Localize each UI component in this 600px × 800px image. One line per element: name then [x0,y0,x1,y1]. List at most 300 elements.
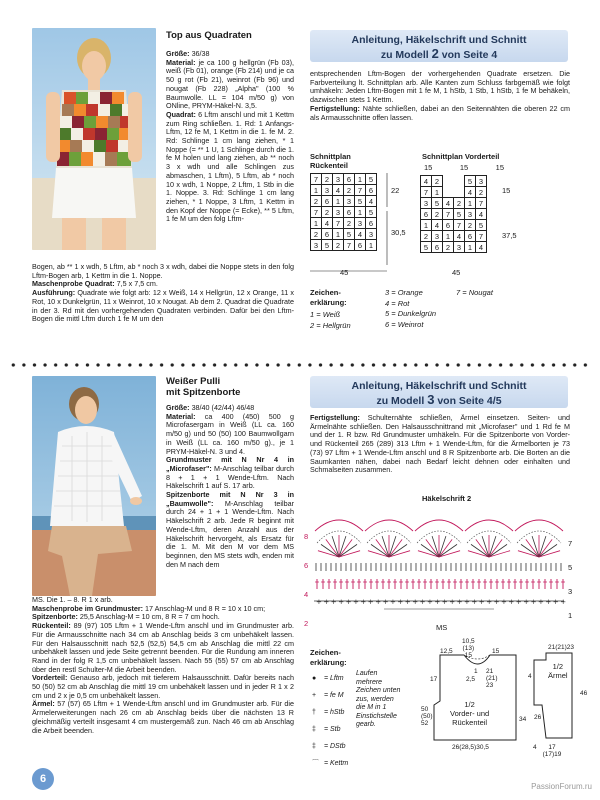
legend2-text: = hStb [322,709,345,716]
legend-2: 2 = Hellgrün [310,320,351,330]
chart-mark-sc: + [552,598,559,606]
legend1-title [310,288,347,308]
front-grid-row [421,231,487,242]
legend1-title1: Zeichen- [310,288,341,297]
legend2-text: = fe M [322,692,344,699]
back-grid-cell: 3 [311,240,322,251]
banner-num: 2 [431,46,439,61]
vorder-label: Vorderteil: [32,673,68,683]
chart-mark-fan [321,544,339,557]
chart-mark-fan [389,544,407,557]
back-grid-cell: 6 [322,229,333,240]
chart-mark-fan [532,536,539,557]
legend2-symbol: ‡ [312,743,316,750]
chart-mark-fan [418,551,439,557]
chart-mark-sc: + [330,598,337,606]
front-top-2: 15 [459,163,469,172]
chart-mark-sc: + [412,598,419,606]
chart-mark-fan [432,536,439,557]
ausfuehrung-label: Ausführung: [32,288,76,298]
banner2-prefix: zu Modell [376,395,428,407]
back-grid-cell: 6 [322,196,333,207]
mg-value: 17 Anschlag-M und 8 R = 10 x 10 cm; [145,603,266,613]
front-grid-cell: 2 [432,209,443,220]
front-grid-cell: 3 [454,242,465,253]
plan-back-title [310,152,351,170]
chart-mark-sc: + [316,598,322,606]
back-grid-cell: 2 [311,196,322,207]
body-label2: Vorder- und [450,709,490,718]
model2-title [166,376,240,398]
sleeve-dim-side-mid: 26 [534,714,542,721]
front-grid-cell: 2 [443,242,454,253]
sleeve-labels [548,662,568,680]
front-grid-cell: 5 [476,220,487,231]
chart-mark-fan [439,539,452,557]
chart-mark-sc: + [486,598,493,606]
chart-mark-fan [332,536,339,557]
vorder-text: Genauso arb, jedoch mit tieferem Halsausschnitt. Dafür bereits nach 50 (50) 52 cm ab Anschlag die mittl 19 cm unbehäkelt lassen und in jeder R 1 x 2 cm und 2 x je 0,5 cm unbehäkelt lassen. [32,673,294,700]
front-grid-cell [454,187,465,198]
chart-mark-fan [539,539,552,557]
quadrat-text: 6 Lftm anschl und mit 1 Kettm zum Ring schließen. 1. Rd: 1 Anfangs-Lftm, 12 fe M, 1 Kettm in die 1. fe M. 2. Rd: Schlinge 1 cm lang ziehen, * 1 Noppe (= ** 1 U, 1 Schlinge durch die 1. fe M holen und lang ziehen, ab ** noch 3 x wdh und alle Schlingen zus abmaschen, 1 Lftm), 5 Lftm, ab * noch 10 x wdh, 1 Noppe, 2 Lftm, 1 Stb in die 1. Noppe. 3. Rd: Schlinge 1 cm lang ziehen, * 1 Noppe, 3 Lftm, 1 Kettm in den Kopf der Noppe (= Ecke), ** 5 Lftm, 1 fe M um den folg Lftm- [166,109,295,224]
body-side-total1: 50 [421,706,429,713]
chart-mark-fan [389,539,402,557]
chart-mark-fan [489,544,507,557]
front-grid-row [421,187,487,198]
legend2-text: = Stb [322,726,341,733]
chart-mark-arc [415,520,463,531]
back-grid-cell: 3 [366,229,377,240]
back-grid-cell: 6 [344,207,355,218]
row-7: 7 [568,539,573,548]
body-label1: 1/2 [464,700,475,709]
back-grid-cell: 1 [311,218,322,229]
legend2-symbol: ● [312,675,317,682]
front-grid-cell: 2 [421,231,432,242]
legend-4: 4 = Rot [385,298,410,308]
size2-label: Größe: [166,403,190,412]
chart-mark-sc: + [493,598,500,606]
chart-mark-sc: + [427,598,433,606]
back-grid-cell: 4 [366,196,377,207]
back-grid-cell: 2 [322,174,333,185]
front-grid-cell: 5 [465,176,476,187]
banner-line1: Anleitung, Häkelschrift und Schnitt [351,34,527,46]
front-grid-cell: 4 [476,209,487,220]
back-grid-cell: 3 [333,174,344,185]
chart-mark-fan [326,539,339,557]
chart-mark-fan [389,551,410,557]
model1-right-text [310,70,570,122]
chart-mark-fan [318,551,339,557]
back-grid-cell: 6 [344,174,355,185]
front-grid-row [421,242,487,253]
back-grid-cell: 1 [333,196,344,207]
front-dim-right-top: 15 [502,186,511,195]
crochet-chart [314,505,566,615]
row-5: 5 [568,563,573,572]
back-grid-cell: 7 [311,207,322,218]
quadrat-cont: Bogen, ab ** 1 x wdh, 5 Lftm, ab * noch 3 x wdh, dabei die Noppe stets in den folg Lftm-Bogen arb, 1 Kettm in die 1. Noppe. [32,262,294,280]
banner-suffix: von Seite 4 [438,49,498,61]
back-grid-cell: 4 [355,229,366,240]
plan-back-title2: Rückenteil [310,161,348,170]
banner2-suffix: von Seite 4/5 [434,395,502,407]
legend2-title [310,648,347,668]
ausfuehrung-text: Quadrate wie folgt arb: 12 x Weiß, 14 x Hellgrün, 12 x Orange, 11 x Rot, 10 x Dunkelgrün, 11 x Weinrot, 10 x Nougat. Ab dem 2. Quadrat die Quadrate in der 3. Rd mit den vorhergehenden Quadraten verbinden. Dafür bei den Lftm-Bogen die mittl Lftm durch 1 fe M um den [32,288,294,324]
sleeve-bottom-main [543,744,562,758]
legend-3: 3 = Orange [385,288,423,297]
model1-title: Top aus Quadraten [166,30,252,41]
front-grid-cell: 6 [443,220,454,231]
chart-mark-sc: + [501,598,507,606]
front-grid-cell: 1 [432,187,443,198]
cont2-text: MS. Die 1. – 8. R 1 x arb. [32,595,113,604]
body-dim-bottom: 26(28,5)30,5 [452,744,489,751]
legend2-text: = DStb [322,743,346,750]
front-grid-cell: 6 [421,209,432,220]
fertig2-label: Fertigstellung: [310,413,360,422]
model2-banner [310,376,568,408]
banner-line2 [310,47,568,62]
model1-instructions-full [32,263,294,324]
legend1-title2: erklärung: [310,298,347,307]
legend-1: 1 = Weiß [310,310,341,319]
body-dim-side-top: 17 [430,676,438,683]
size2-value: 38/40 (42/44) 46/48 [191,403,255,412]
banner-prefix: zu Modell [380,49,432,61]
back-grid-cell: 1 [366,240,377,251]
front-grid-cell: 1 [465,198,476,209]
spitzen-text: M-Anschlag teilbar durch 24 + 1 + 1 Wende-Lftm. Nach Häkelschrift 2 arb. Jede R beginnt mit Wende-Lftm, deren Anzahl aus der Häkelschrift hervorgeht, als Ersatz für die 1. M. Mit den M vor dem MS beginnen, den MS stets wdh, enden mit den M nach dem [166,498,294,569]
row-numbers-right [568,532,572,628]
back-grid-cell: 1 [333,229,344,240]
mg-label: Maschenprobe im Grundmuster: [32,603,144,613]
size-value: 36/38 [191,49,210,58]
chart-mark-arc [315,520,363,531]
sleeve-dim-bottom [533,744,561,758]
chart-mark-fan [339,544,357,557]
front-grid-cell: 4 [476,242,487,253]
row-numbers-left [304,522,308,638]
chart-mark-sc: + [360,598,367,606]
chart-mark-sc: + [323,598,330,606]
back-grid-cell: 3 [355,218,366,229]
body-label3: Rückenteil [452,718,488,727]
chart-mark-sc: + [353,598,359,606]
back-grid-cell: 2 [322,207,333,218]
front-grid-cell [443,176,454,187]
front-dim-top [424,163,504,172]
chart-mark-sc: + [375,598,382,606]
front-grid-cell: 1 [443,231,454,242]
front-grid-cell: 3 [432,231,443,242]
legend2-title1: Zeichen- [310,648,341,657]
chart-mark-fan [439,536,446,557]
chart-mark-fan [382,536,389,557]
legend2-note: Laufen mehrere Zeichen unten zus, werden die M in 1 Einstichstelle gearb. [356,670,401,728]
body-shoulder2: (21) [486,675,498,682]
material2-text: ca 400 (450) 500 g Microfasergarn in Weiß (LL ca. 160 m/50 g) und 50 (50) 100 Baumwollgarn in Weiß (LL ca. 160 m/50 g)., je 1 PRYM-Häkel-N. 3 und 4. [166,411,294,456]
body-dim-side-total [421,706,433,727]
chart-mark-fan [368,551,389,557]
back-dim-right-bottom: 30,5 [391,228,406,237]
banner2-num: 3 [427,392,435,407]
material-label: Material: [166,57,196,67]
back-grid-cell: 3 [344,196,355,207]
chart-mark-sc: + [404,598,411,606]
back-grid-cell: 2 [311,229,322,240]
spitzen-label: Spitzenborte mit N Nr 3 in „Baumwolle": [166,490,294,508]
body-side-total3: 52 [421,720,429,727]
chart-title: Häkelschrift 2 [422,494,472,503]
legend2-item [312,738,348,755]
ms-label: MS [436,623,448,632]
size-label: Größe: [166,49,190,58]
body-piece-labels [450,700,489,727]
legend2-item [312,687,348,704]
back-grid-cell: 3 [322,185,333,196]
fertig-label: Fertigstellung: [310,103,360,113]
legend1-col1 [310,310,351,331]
rueck-text: 89 (97) 105 Lftm + 1 Wende-Lftm anschl und im Grundmuster arb. Für die Armausschnitte nach 34 cm ab Anschlag beids 3 cm unbehäkelt lassen. Für den Halsausschnitt nach 52,5 (52,5) 54,5 cm ab Anschlag die mittl 22 cm unbehäkelt lassen und jede Seite getrennt beenden. Für die Rundung am inneren Rand in der folg R 1,5 cm unbehäkelt lassen. Nach 55 (55) 57 cm ab Anschlag über den restl Schulter-M die Arbeit beenden. [32,621,294,674]
banner2-line1: Anleitung, Häkelschrift und Schnitt [351,380,527,392]
front-grid-cell: 7 [476,231,487,242]
sleeve-bottom2: (17)19 [542,751,562,758]
back-grid-cell: 4 [322,218,333,229]
back-grid-cell: 7 [333,218,344,229]
fertig-text: Nähte schließen, dabei an den Seitennähten die oberen 22 cm als Armausschnitte offen lassen. [310,103,570,122]
chart-mark-fan [539,544,557,557]
chart-mark-fan [421,544,439,557]
chart-mark-sc: + [530,598,537,606]
chart-mark-fan [518,551,539,557]
body-dim-neck-front: 1 [474,668,478,675]
watermark: PassionForum.ru [531,782,592,791]
body-top-mid2: (13) [462,645,475,652]
legend1-col3 [456,288,493,299]
front-grid-cell: 7 [454,220,465,231]
sb-value: 25,5 Anschlag-M = 10 cm, 8 R = 7 cm hoch. [79,612,220,622]
chart-mark-sc: + [441,598,448,606]
chart-mark-sc: + [397,598,404,606]
front-top-1: 15 [424,163,433,172]
rueck-label: Rückenteil: [32,621,71,631]
chart-mark-sc: + [434,598,441,606]
back-grid-cell: 2 [344,218,355,229]
body-pattern-piece [418,645,527,745]
chart-mark-fan [339,551,360,557]
back-grid-cell: 2 [344,185,355,196]
model2-instructions-full [32,596,294,735]
chart-mark-sc: + [345,598,352,606]
front-grid-cell: 2 [432,176,443,187]
row-1: 1 [568,611,573,620]
plan-front-title: Schnittplan Vorderteil [422,152,500,161]
back-grid-cell: 7 [355,185,366,196]
body-shoulder3: 23 [486,682,494,689]
chart-mark-sc: + [508,598,515,606]
legend2-text: = Kettm [322,760,349,767]
legend2-item [312,755,348,772]
row-3: 3 [568,587,573,596]
chart-mark-fan [439,551,460,557]
back-grid-cell: 1 [311,185,322,196]
front-plan-grid [420,175,487,253]
back-dim-bottom: 45 [340,268,349,277]
chart-mark-fan [489,551,510,557]
chart-mark-fan [468,551,489,557]
sleeve-label2: Ärmel [548,671,568,680]
front-grid-cell [454,176,465,187]
front-grid-cell: 4 [454,231,465,242]
model2-title1: Weißer Pulli [166,376,221,387]
front-grid-cell: 1 [465,242,476,253]
front-grid-cell: 2 [476,187,487,198]
chart-mark-sc: + [382,598,389,606]
legend2-item [312,721,348,738]
back-grid-cell: 4 [333,185,344,196]
front-grid-cell: 5 [432,198,443,209]
front-grid-cell: 3 [476,176,487,187]
sleeve-pattern-piece [528,645,578,745]
legend2-symbol: + [312,692,317,699]
front-grid-cell: 6 [432,242,443,253]
chart-mark-sc: + [338,598,345,606]
front-grid-cell: 1 [421,220,432,231]
legend2-item [312,670,348,687]
back-grid-cell: 7 [344,240,355,251]
front-dim-right-bottom: 37,5 [502,231,517,240]
chart-mark-arc [365,520,413,531]
front-dim-bottom: 45 [452,268,461,277]
legend2-symbol: ‡ [312,726,316,733]
sleeve-label1: 1/2 [552,662,564,671]
grund-label: Grundmuster mit N Nr 4 in „Microfaser": [166,455,294,473]
body-top-mid3: 15 [464,652,472,659]
back-grid-cell: 5 [366,207,377,218]
top-model-photo [32,28,156,250]
back-grid-cell: 2 [333,240,344,251]
row-8: 8 [304,532,309,541]
chart-mark-fan [371,544,389,557]
material-text: je ca 100 g hellgrün (Fb 03), weiß (Fb 01), orange (Fb 214) und je ca 50 g rot (Fb 21), weinrot (Fb 96) und nougat (Fb 228) „Alpha" (100 % Baumwolle. LL = 104 m/50 g) von ONline, PRYM-Häkel-N. 3,5. [166,57,294,111]
chart-mark-fan [521,544,539,557]
chart-mark-sc: + [478,598,485,606]
model2-title2: mit Spitzenborte [166,387,241,398]
chart-mark-fan [489,539,502,557]
front-grid-cell [443,187,454,198]
front-grid-row [421,220,487,231]
sleeve-dim-side-top: 4 [528,673,532,680]
aermel-label: Ärmel: [32,699,55,709]
back-grid-cell: 7 [311,174,322,185]
back-grid-cell: 5 [355,196,366,207]
sleeve-bottom1: 17 [548,744,556,751]
legend-7: 7 = Nougat [456,288,493,297]
front-grid-cell: 3 [421,198,432,209]
model1-instructions [166,50,294,224]
front-grid-row [421,176,487,187]
back-grid-cell: 6 [366,218,377,229]
front-grid-row [421,209,487,220]
chart-mark-fan [539,551,560,557]
chart-mark-fan [489,536,496,557]
body-shoulder1: 21 [486,668,494,675]
back-grid-cell: 6 [355,240,366,251]
chart-mark-sc: + [545,598,552,606]
chart-mark-fan [482,536,489,557]
legend2-item [312,704,348,721]
back-dim-right-top: 22 [391,186,400,195]
chart-mark-fan [339,536,346,557]
sleeve-dim-right: 46 [580,690,588,697]
chart-mark-sc: + [560,598,566,606]
row-6: 6 [304,561,309,570]
chart-mark-arc [465,520,513,531]
chart-mark-sc: + [523,598,530,606]
body-dim-shoulder [486,668,498,689]
body-side-total2: (50) [421,713,433,720]
plan-back-title1: Schnittplan [310,152,351,161]
row-2: 2 [304,619,309,628]
maschenprobe-value: 7,5 x 7,5 cm. [116,279,158,289]
right-text: entsprechenden Lftm-Bogen der vorhergehenden Quadrate ersetzen. Die Farbverteilung lt. Schnittplan arb. Alle Kanten zum Schluss farbgemäß wie folgt umhäkeln: Jeden Lftm-Bogen mit 1 fe M, 1 hStb, 1 Stb, 1 hStb, 1 fe M behäkeln, dazwischen stets 1 Kettm. [310,69,570,105]
sb-label: Spitzenborte: [32,612,78,622]
legend2-list [312,670,348,772]
chart-mark-sc: + [367,598,374,606]
front-grid-cell: 4 [432,220,443,231]
chart-mark-sc: + [515,598,522,606]
front-grid-cell: 7 [421,187,432,198]
back-dim-lines [305,170,405,280]
model1-banner [310,30,568,62]
chart-mark-sc: + [449,598,456,606]
back-grid-cell: 1 [355,174,366,185]
front-grid-cell: 7 [443,209,454,220]
front-top-3: 15 [495,163,504,172]
legend2-title2: erklärung: [310,658,347,667]
legend1-col2 [385,288,436,330]
body-dim-top-left: 12,5 [440,648,453,655]
legend2-symbol: ⌒ [312,760,319,767]
chart-mark-sc: + [456,598,463,606]
back-grid-cell: 3 [333,207,344,218]
front-grid-cell: 5 [421,242,432,253]
back-grid-cell: 5 [344,229,355,240]
chart-mark-sc: + [419,598,426,606]
chart-mark-sc: + [471,598,478,606]
quadrat-label: Quadrat: [166,109,196,119]
front-grid-cell: 7 [476,198,487,209]
body-dim-top-right: 15 [492,648,500,655]
chart-mark-sc: + [464,598,470,606]
front-grid-cell: 2 [465,220,476,231]
material2-label: Material: [166,411,196,421]
front-grid-cell: 6 [465,231,476,242]
front-grid-cell: 5 [454,209,465,220]
chart-mark-fan [476,539,489,557]
body-dim-top-mid [462,638,475,659]
model2-instructions [166,404,294,569]
legend-6: 6 = Weinrot [385,319,424,329]
front-grid-cell: 3 [465,209,476,220]
legend2-symbol: † [312,709,316,716]
row-4: 4 [304,590,309,599]
back-grid-cell: 5 [322,240,333,251]
front-grid-cell: 4 [443,198,454,209]
